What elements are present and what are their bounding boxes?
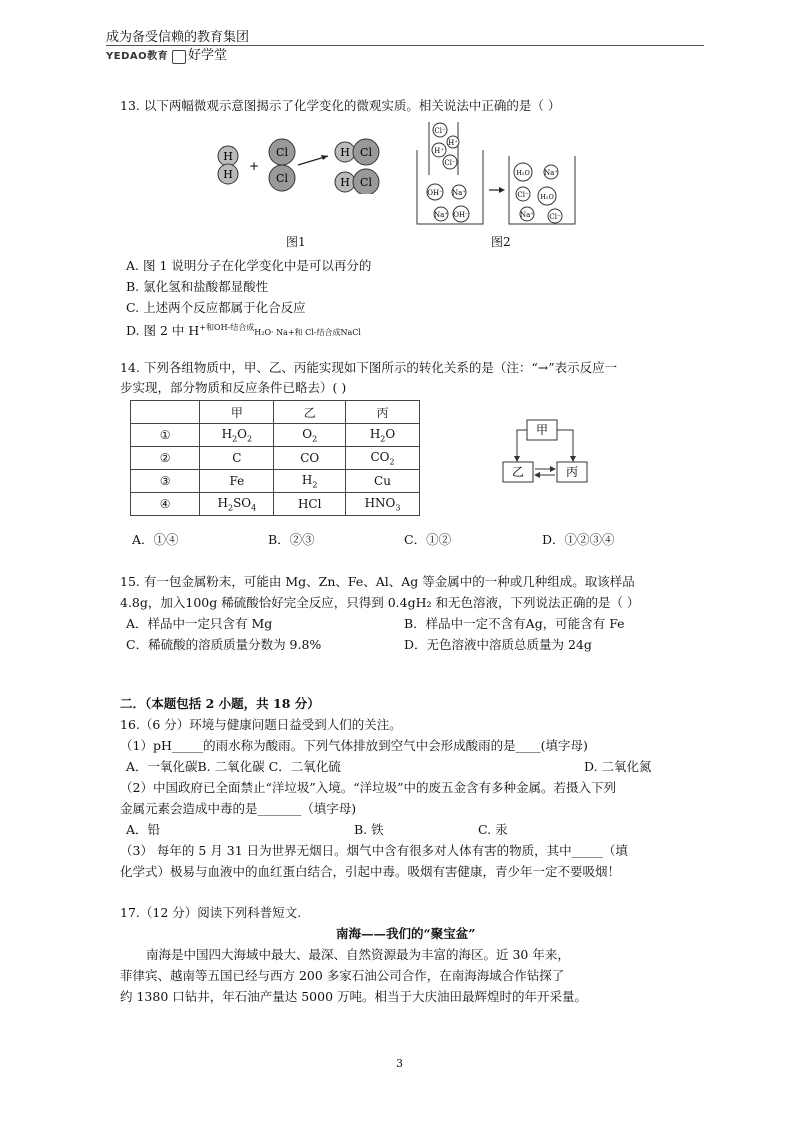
svg-text:H₂O: H₂O: [516, 169, 530, 177]
q14-option-c: C．①②: [404, 532, 452, 547]
table-cell: CO: [274, 447, 346, 470]
q16-part-2: （2）中国政府已全面禁止“洋垃圾”入境。“洋垃圾”中的废五金含有多种金属。若摄入下列: [120, 780, 617, 795]
table-header-cell: 丙: [346, 401, 420, 424]
h-label-1: H: [223, 150, 233, 163]
q17-stem: 17.（12 分）阅读下列科普短文.: [120, 905, 302, 920]
svg-text:H: H: [340, 146, 350, 159]
q13-stem: 13. 以下两幅微观示意图揭示了化学变化的微观实质。相关说法中正确的是（ ）: [120, 98, 561, 113]
q17-para-2: 菲律宾、越南等五国已经与西方 200 多家石油公司合作，在南海海域合作钻探了: [120, 968, 565, 983]
svg-text:Cl: Cl: [360, 176, 372, 189]
table-header-cell: [131, 401, 200, 424]
svg-text:Na⁺: Na⁺: [520, 211, 534, 219]
table-row: [131, 424, 420, 447]
q14-diagram: [495, 412, 605, 487]
section-2-title: 二．（本题包括 2 小题，共 18 分）: [120, 696, 320, 711]
fig1-caption: 图1: [286, 235, 306, 249]
q13-option-d: D. 图 2 中 $H^{+和OH-结合成}H_2O\cdot Na+$和 Cl-结合成NaCl: [126, 323, 361, 339]
brand-logo-right: 好学堂: [188, 48, 228, 63]
diagram-bing: 丙: [565, 465, 579, 479]
table-cell: $H_2O_2$: [200, 424, 274, 447]
svg-text:Cl⁻: Cl⁻: [444, 159, 456, 167]
q16-part-2-option-b: B. 铁: [354, 822, 384, 837]
q14-table: [130, 400, 420, 516]
fig2-caption: 图2: [491, 235, 511, 249]
q16-part-3b: 化学式）极易与血液中的血红蛋白结合，引起中毒。吸烟有害健康，青少年一定不要吸烟！: [120, 864, 621, 879]
q15-option-c: C．稀硫酸的溶质质量分数为 9.8%: [126, 637, 322, 652]
svg-text:Na⁺: Na⁺: [544, 169, 558, 177]
svg-text:Na⁺: Na⁺: [452, 189, 466, 197]
q15-option-d: D．无色溶液中溶质总质量为 24g: [404, 637, 592, 652]
table-cell: C: [200, 447, 274, 470]
table-cell: $H_2SO_4$: [200, 493, 274, 516]
q16-part-1-options: A．一氧化碳B. 二氧化碳 C．二氧化硫: [126, 759, 341, 774]
table-cell: ①: [131, 424, 200, 447]
table-cell: $H_2O$: [346, 424, 420, 447]
table-cell: ②: [131, 447, 200, 470]
table-header-row: [131, 401, 420, 424]
cl-label-1: Cl: [276, 146, 288, 159]
arrow-jia-yi: [517, 430, 527, 460]
svg-text:Cl: Cl: [360, 146, 372, 159]
q16-part-1: （1）pH_____的雨水称为酸雨。下列气体排放到空气中会形成酸雨的是____(填字母): [120, 738, 588, 753]
q16-part-2-option-c: C. 汞: [478, 822, 508, 837]
q15-option-b: B．样品中一定不含有Ag，可能含有 Fe: [404, 616, 625, 631]
q15-line-1: 15. 有一包金属粉末，可能由 Mg、Zn、Fe、Al、Ag 等金属中的一种或几种组成。取该样品: [120, 574, 635, 589]
q17-title: 南海——我们的“聚宝盆”: [336, 926, 476, 941]
diagram-yi: 乙: [511, 465, 525, 479]
q16-part-2-option-a: A．铅: [126, 822, 161, 837]
cl-label-2: Cl: [276, 172, 288, 185]
table-cell: $HNO_3$: [346, 493, 420, 516]
q16-stem: 16.（6 分）环境与健康问题日益受到人们的关注。: [120, 717, 402, 732]
table-cell: Cu: [346, 470, 420, 493]
arrow-jia-bing: [557, 430, 573, 460]
svg-text:OH⁻: OH⁻: [453, 211, 469, 219]
page-number: 3: [396, 1057, 403, 1070]
svg-text:Cl⁻: Cl⁻: [517, 191, 529, 199]
svg-text:H: H: [340, 176, 350, 189]
q13-option-b: B. 氯化氢和盐酸都显酸性: [126, 279, 269, 294]
table-row: [131, 447, 420, 470]
svg-text:Cl⁻: Cl⁻: [434, 127, 446, 135]
table-row: [131, 493, 420, 516]
table-cell: HCl: [274, 493, 346, 516]
h-label-2: H: [223, 168, 233, 181]
svg-text:H₂O: H₂O: [540, 193, 554, 201]
table-cell: $O_2$: [274, 424, 346, 447]
table-cell: ④: [131, 493, 200, 516]
header-rule: [106, 45, 704, 46]
q13-figure1: [210, 138, 390, 194]
table-row: [131, 470, 420, 493]
diagram-jia: 甲: [535, 423, 549, 437]
q16-part-1-option-d: D. 二氧化氮: [584, 759, 652, 774]
svg-text:OH⁻: OH⁻: [427, 189, 443, 197]
table-header-cell: 甲: [200, 401, 274, 424]
table-cell: $H_2$: [274, 470, 346, 493]
brand-logo-left: YEDAO教育: [106, 51, 169, 62]
svg-text:H⁺: H⁺: [448, 139, 458, 147]
q17-para-3: 约 1380 口钻井，年石油产量达 5000 万吨。相当于大庆油田最辉煌时的年开采量。: [120, 989, 588, 1004]
table-cell: $CO_2$: [346, 447, 420, 470]
table-cell: ③: [131, 470, 200, 493]
q14-stem-2: 步实现，部分物质和反应条件已略去）( ): [120, 380, 347, 395]
q16-part-2b: 金属元素会造成中毒的是_______（填字母): [120, 801, 357, 816]
q13-option-c: C. 上述两个反应都属于化合反应: [126, 300, 306, 315]
q16-part-3: （3） 每年的 5 月 31 日为世界无烟日。烟气中含有很多对人体有害的物质，其中_____（填: [120, 843, 628, 858]
plus-sign: +: [248, 159, 260, 173]
svg-text:Na⁺: Na⁺: [434, 211, 448, 219]
svg-text:H⁺: H⁺: [434, 147, 444, 155]
q15-option-a: A．样品中一定只含有 Mg: [126, 616, 273, 631]
q14-option-d: D．①②③④: [542, 532, 615, 547]
table-header-cell: 乙: [274, 401, 346, 424]
q14-stem-1: 14. 下列各组物质中，甲、乙、丙能实现如下图所示的转化关系的是（注：“→”表示反应一: [120, 360, 618, 375]
q14-option-a: A．①④: [132, 532, 179, 547]
q15-line-2: 4.8g，加入100g 稀硫酸恰好完全反应，只得到 0.4gH₂ 和无色溶液，下列说法正确的是（ ）: [120, 595, 640, 610]
q17-para-1: 南海是中国四大海域中最大、最深、自然资源最为丰富的海区。近 30 年来，: [146, 947, 570, 962]
brand-seal-icon: [172, 50, 186, 64]
header-slogan: 成为备受信赖的教育集团: [106, 30, 250, 45]
svg-text:Cl⁻: Cl⁻: [549, 213, 561, 221]
q13-figure2: [415, 120, 590, 230]
q13-option-a: A. 图 1 说明分子在化学变化中是可以再分的: [126, 258, 372, 273]
table-cell: Fe: [200, 470, 274, 493]
q14-option-b: B．②③: [268, 532, 315, 547]
